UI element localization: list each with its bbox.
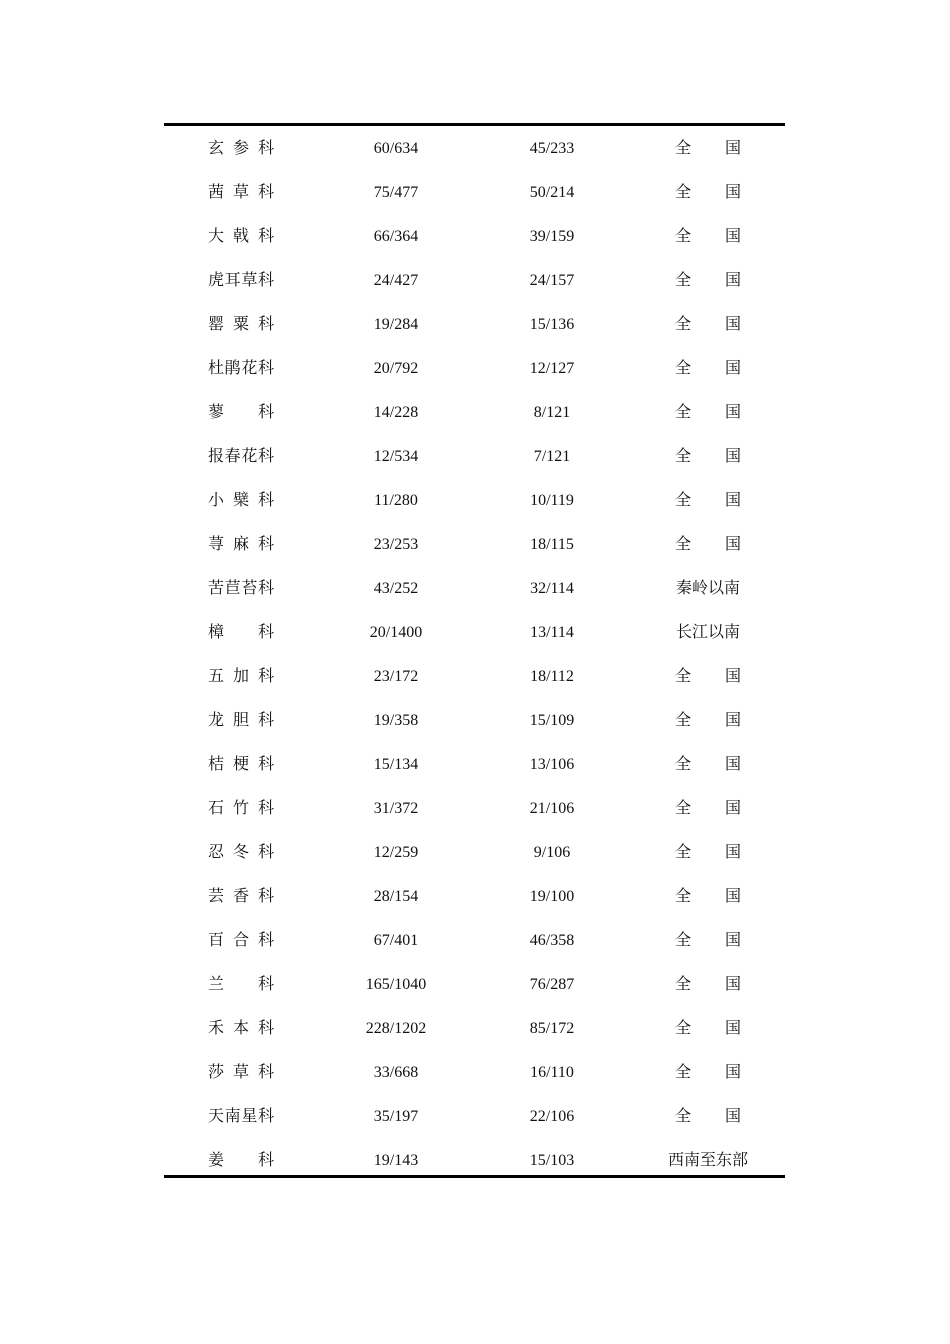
table-row <box>164 621 785 665</box>
distribution-text: 全国 <box>675 492 741 509</box>
china-genera-species-cell: 9/106 <box>533 844 571 861</box>
table-row <box>164 929 785 973</box>
table-row <box>164 1149 785 1173</box>
table-row <box>164 313 785 357</box>
distribution-text: 全国 <box>675 536 741 553</box>
family-name-cell: 忍冬科 <box>208 844 274 861</box>
family-name-cell: 罂粟科 <box>208 316 274 333</box>
global-genera-species-cell: 20/792 <box>373 360 419 377</box>
table-body <box>164 126 785 1173</box>
table-row <box>164 445 785 489</box>
family-name-cell: 禾本科 <box>208 1020 274 1037</box>
table-row <box>164 1061 785 1105</box>
distribution-cell <box>648 577 768 601</box>
family-name-cell: 茜草科 <box>208 184 274 201</box>
distribution-cell <box>648 313 768 337</box>
china-genera-species-cell: 45/233 <box>529 140 575 157</box>
distribution-cell <box>648 137 768 161</box>
china-genera-species-cell: 15/103 <box>529 1152 575 1169</box>
global-genera-species-cell: 14/228 <box>373 404 419 421</box>
china-genera-species-cell: 12/127 <box>529 360 575 377</box>
table-row <box>164 137 785 181</box>
china-genera-species-cell: 39/159 <box>529 228 575 245</box>
china-genera-species-cell: 24/157 <box>529 272 575 289</box>
table-row <box>164 181 785 225</box>
distribution-cell <box>648 489 768 513</box>
distribution-text: 全国 <box>675 448 741 465</box>
global-genera-species-cell: 23/253 <box>373 536 419 553</box>
distribution-cell <box>648 841 768 865</box>
distribution-cell <box>648 665 768 689</box>
china-genera-species-cell: 7/121 <box>533 448 571 465</box>
family-name-cell: 虎耳草科 <box>208 272 274 289</box>
table-row <box>164 225 785 269</box>
family-name-cell: 五加科 <box>208 668 274 685</box>
family-name-cell: 芸香科 <box>208 888 274 905</box>
china-genera-species-cell: 18/112 <box>530 668 574 685</box>
family-name-cell: 蓼科 <box>208 404 274 421</box>
global-genera-species-cell: 19/143 <box>373 1152 419 1169</box>
china-genera-species-cell: 46/358 <box>529 932 575 949</box>
global-genera-species-cell: 24/427 <box>373 272 419 289</box>
table-row <box>164 665 785 709</box>
table-row <box>164 269 785 313</box>
global-genera-species-cell: 19/284 <box>373 316 419 333</box>
distribution-text: 全国 <box>675 668 741 685</box>
global-genera-species-cell: 12/259 <box>373 844 419 861</box>
family-name-cell: 苦苣苔科 <box>208 580 274 597</box>
distribution-cell <box>648 797 768 821</box>
distribution-cell <box>648 885 768 909</box>
distribution-text: 全国 <box>675 756 741 773</box>
family-name-cell: 百合科 <box>208 932 274 949</box>
distribution-text: 全国 <box>675 228 741 245</box>
global-genera-species-cell: 66/364 <box>373 228 419 245</box>
global-genera-species-cell: 20/1400 <box>369 624 423 641</box>
china-genera-species-cell: 8/121 <box>533 404 571 421</box>
distribution-cell <box>648 181 768 205</box>
china-genera-species-cell: 15/109 <box>529 712 575 729</box>
table-row <box>164 885 785 929</box>
distribution-text: 西南至东部 <box>667 1152 748 1169</box>
distribution-text: 全国 <box>675 1020 741 1037</box>
table-row <box>164 797 785 841</box>
china-genera-species-cell: 15/136 <box>529 316 575 333</box>
family-name-cell: 兰科 <box>208 976 274 993</box>
global-genera-species-cell: 33/668 <box>373 1064 419 1081</box>
global-genera-species-cell: 75/477 <box>373 184 419 201</box>
china-genera-species-cell: 10/119 <box>530 492 574 509</box>
china-genera-species-cell: 19/100 <box>529 888 575 905</box>
distribution-text: 长江以南 <box>675 624 740 641</box>
family-name-cell: 龙胆科 <box>208 712 274 729</box>
distribution-cell <box>648 357 768 381</box>
family-name-cell: 大戟科 <box>208 228 274 245</box>
global-genera-species-cell: 43/252 <box>373 580 419 597</box>
distribution-text: 全国 <box>675 1064 741 1081</box>
china-genera-species-cell: 85/172 <box>529 1020 575 1037</box>
table-row <box>164 1105 785 1149</box>
table-row <box>164 841 785 885</box>
china-genera-species-cell: 22/106 <box>529 1108 575 1125</box>
distribution-cell <box>648 621 768 645</box>
distribution-cell <box>648 533 768 557</box>
global-genera-species-cell: 11/280 <box>374 492 418 509</box>
distribution-cell <box>648 753 768 777</box>
family-name-cell: 天南星科 <box>208 1108 274 1125</box>
distribution-cell <box>648 1061 768 1085</box>
global-genera-species-cell: 165/1040 <box>365 976 427 993</box>
distribution-text: 全国 <box>675 712 741 729</box>
family-table <box>164 123 785 1178</box>
distribution-text: 全国 <box>675 360 741 377</box>
table-row <box>164 357 785 401</box>
distribution-cell <box>648 269 768 293</box>
family-name-cell: 杜鹃花科 <box>208 360 274 377</box>
bottom-rule <box>164 1175 785 1178</box>
distribution-cell <box>648 445 768 469</box>
global-genera-species-cell: 15/134 <box>373 756 419 773</box>
distribution-cell <box>648 225 768 249</box>
table-row <box>164 709 785 753</box>
distribution-text: 全国 <box>675 932 741 949</box>
global-genera-species-cell: 67/401 <box>373 932 419 949</box>
china-genera-species-cell: 13/106 <box>529 756 575 773</box>
family-name-cell: 莎草科 <box>208 1064 274 1081</box>
family-name-cell: 姜科 <box>208 1152 274 1169</box>
distribution-cell <box>648 1149 768 1173</box>
table-row <box>164 533 785 577</box>
family-name-cell: 荨麻科 <box>208 536 274 553</box>
distribution-cell <box>648 709 768 733</box>
family-name-cell: 玄参科 <box>208 140 274 157</box>
distribution-cell <box>648 929 768 953</box>
table-row <box>164 401 785 445</box>
global-genera-species-cell: 228/1202 <box>365 1020 427 1037</box>
distribution-cell <box>648 973 768 997</box>
family-name-cell: 桔梗科 <box>208 756 274 773</box>
distribution-text: 全国 <box>675 184 741 201</box>
distribution-text: 全国 <box>675 888 741 905</box>
china-genera-species-cell: 76/287 <box>529 976 575 993</box>
table-row <box>164 577 785 621</box>
global-genera-species-cell: 31/372 <box>373 800 419 817</box>
global-genera-species-cell: 35/197 <box>373 1108 419 1125</box>
global-genera-species-cell: 19/358 <box>373 712 419 729</box>
china-genera-species-cell: 32/114 <box>530 580 574 597</box>
distribution-text: 全国 <box>675 844 741 861</box>
distribution-text: 全国 <box>675 1108 741 1125</box>
table-row <box>164 1017 785 1061</box>
distribution-text: 秦岭以南 <box>675 580 740 597</box>
global-genera-species-cell: 60/634 <box>373 140 419 157</box>
china-genera-species-cell: 13/114 <box>530 624 574 641</box>
china-genera-species-cell: 21/106 <box>529 800 575 817</box>
distribution-text: 全国 <box>675 976 741 993</box>
distribution-cell <box>648 1017 768 1041</box>
table-row <box>164 753 785 797</box>
distribution-text: 全国 <box>675 404 741 421</box>
table-row <box>164 973 785 1017</box>
global-genera-species-cell: 23/172 <box>373 668 419 685</box>
table-row <box>164 489 785 533</box>
family-name-cell: 小檗科 <box>208 492 274 509</box>
distribution-cell <box>648 401 768 425</box>
global-genera-species-cell: 28/154 <box>373 888 419 905</box>
china-genera-species-cell: 16/110 <box>530 1064 574 1081</box>
distribution-text: 全国 <box>675 316 741 333</box>
china-genera-species-cell: 50/214 <box>529 184 575 201</box>
distribution-text: 全国 <box>675 800 741 817</box>
distribution-cell <box>648 1105 768 1129</box>
distribution-text: 全国 <box>675 140 741 157</box>
family-name-cell: 石竹科 <box>208 800 274 817</box>
china-genera-species-cell: 18/115 <box>530 536 574 553</box>
distribution-text: 全国 <box>675 272 741 289</box>
family-name-cell: 樟科 <box>208 624 274 641</box>
family-name-cell: 报春花科 <box>208 448 274 465</box>
global-genera-species-cell: 12/534 <box>373 448 419 465</box>
